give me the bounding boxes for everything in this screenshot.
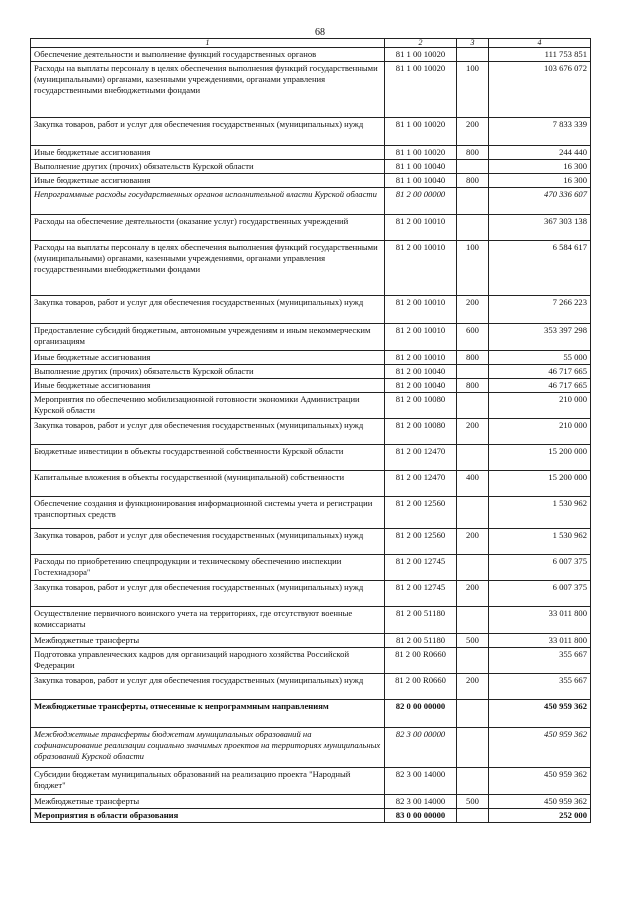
row-type-cell: 200 [457, 529, 489, 555]
budget-table [30, 38, 591, 823]
row-type-cell [457, 160, 489, 174]
table-row [31, 728, 591, 768]
table-row [31, 419, 591, 445]
row-name-cell: Непрограммные расходы государственных органов исполнительной власти Курской области [31, 188, 385, 215]
table-row [31, 445, 591, 471]
row-code-cell: 81 2 00 R0660 [385, 648, 457, 674]
row-type-cell [457, 809, 489, 823]
row-name-cell: Бюджетные инвестиции в объекты государственной собственности Курской области [31, 445, 385, 471]
row-code-cell: 81 2 00 12745 [385, 581, 457, 607]
row-name-cell: Иные бюджетные ассигнования [31, 174, 385, 188]
row-sum-cell: 6 007 375 [489, 581, 591, 607]
row-code-cell: 81 2 00 00000 [385, 188, 457, 215]
row-sum-cell: 6 007 375 [489, 555, 591, 581]
row-code-cell: 81 2 00 12745 [385, 555, 457, 581]
row-sum-cell: 7 833 339 [489, 118, 591, 146]
row-code-cell: 82 3 00 14000 [385, 795, 457, 809]
table-row [31, 215, 591, 241]
row-code-cell: 81 2 00 10010 [385, 351, 457, 365]
row-name-cell: Мероприятия в области образования [31, 809, 385, 823]
row-code-cell: 83 0 00 00000 [385, 809, 457, 823]
row-name-cell: Расходы на выплаты персоналу в целях обеспечения выполнения функций государственными (муниципальными) органами, казенными учреждениями, органами управления государственными внебюджетными фондами [31, 62, 385, 118]
row-sum-cell: 111 753 851 [489, 48, 591, 62]
row-code-cell: 81 1 00 10040 [385, 174, 457, 188]
row-code-cell: 81 2 00 10010 [385, 324, 457, 351]
row-type-cell [457, 768, 489, 795]
row-sum-cell: 367 303 138 [489, 215, 591, 241]
row-code-cell: 81 1 00 10020 [385, 146, 457, 160]
row-name-cell: Осуществление первичного воинского учета на территориях, где отсутствуют военные комиссариаты [31, 607, 385, 634]
table-row [31, 296, 591, 324]
row-name-cell: Иные бюджетные ассигнования [31, 146, 385, 160]
row-type-cell [457, 700, 489, 728]
table-row [31, 324, 591, 351]
row-type-cell [457, 728, 489, 768]
row-sum-cell: 16 300 [489, 160, 591, 174]
table-row [31, 529, 591, 555]
row-code-cell: 81 2 00 12560 [385, 497, 457, 529]
row-type-cell: 200 [457, 296, 489, 324]
row-name-cell: Расходы на выплаты персоналу в целях обеспечения выполнения функций государственными (муниципальными) органами, казенными учреждениями, органами управления государственными внебюджетными фондами [31, 241, 385, 296]
row-code-cell: 81 2 00 12560 [385, 529, 457, 555]
row-sum-cell: 450 959 362 [489, 768, 591, 795]
row-sum-cell: 6 584 617 [489, 241, 591, 296]
column-header-type: 3 [457, 39, 489, 48]
column-header-code: 2 [385, 39, 457, 48]
row-name-cell: Капитальные вложения в объекты государственной (муниципальной) собственности [31, 471, 385, 497]
row-code-cell: 82 3 00 14000 [385, 768, 457, 795]
table-row [31, 809, 591, 823]
row-sum-cell: 46 717 665 [489, 379, 591, 393]
row-name-cell: Обеспечение создания и функционирования информационной системы учета и регистрации транспортных средств [31, 497, 385, 529]
row-type-cell [457, 497, 489, 529]
table-row [31, 62, 591, 118]
row-code-cell: 82 3 00 00000 [385, 728, 457, 768]
row-type-cell: 500 [457, 634, 489, 648]
row-code-cell: 81 2 00 51180 [385, 607, 457, 634]
row-type-cell: 200 [457, 419, 489, 445]
row-sum-cell: 15 200 000 [489, 471, 591, 497]
table-row [31, 393, 591, 419]
row-sum-cell: 46 717 665 [489, 365, 591, 379]
row-name-cell: Межбюджетные трансферты, отнесенные к непрограммным направлениям [31, 700, 385, 728]
row-sum-cell: 16 300 [489, 174, 591, 188]
row-type-cell: 200 [457, 118, 489, 146]
row-type-cell [457, 648, 489, 674]
table-row [31, 648, 591, 674]
row-name-cell: Иные бюджетные ассигнования [31, 379, 385, 393]
row-sum-cell: 33 011 800 [489, 607, 591, 634]
row-code-cell: 81 1 00 10040 [385, 160, 457, 174]
table-row [31, 634, 591, 648]
table-row [31, 379, 591, 393]
page-number: 68 [315, 27, 325, 38]
row-sum-cell: 33 011 800 [489, 634, 591, 648]
table-row [31, 118, 591, 146]
table-row [31, 351, 591, 365]
row-name-cell: Закупка товаров, работ и услуг для обеспечения государственных (муниципальных) нужд [31, 581, 385, 607]
row-sum-cell: 355 667 [489, 674, 591, 700]
row-type-cell: 200 [457, 581, 489, 607]
table-row [31, 607, 591, 634]
row-sum-cell: 7 266 223 [489, 296, 591, 324]
row-type-cell: 800 [457, 379, 489, 393]
row-type-cell [457, 48, 489, 62]
table-row [31, 188, 591, 215]
row-sum-cell: 450 959 362 [489, 795, 591, 809]
column-header-name: 1 [31, 39, 385, 48]
row-type-cell: 600 [457, 324, 489, 351]
row-name-cell: Расходы по приобретению спецпродукции и техническому обеспечению инспекции Гостехнадзора" [31, 555, 385, 581]
row-type-cell [457, 188, 489, 215]
row-type-cell: 100 [457, 62, 489, 118]
row-type-cell [457, 393, 489, 419]
row-sum-cell: 355 667 [489, 648, 591, 674]
row-code-cell: 81 2 00 12470 [385, 445, 457, 471]
row-name-cell: Иные бюджетные ассигнования [31, 351, 385, 365]
row-sum-cell: 210 000 [489, 393, 591, 419]
row-type-cell: 500 [457, 795, 489, 809]
row-name-cell: Межбюджетные трансферты [31, 634, 385, 648]
row-code-cell: 82 0 00 00000 [385, 700, 457, 728]
row-name-cell: Закупка товаров, работ и услуг для обеспечения государственных (муниципальных) нужд [31, 419, 385, 445]
row-code-cell: 81 2 00 R0660 [385, 674, 457, 700]
table-row [31, 160, 591, 174]
row-code-cell: 81 2 00 10010 [385, 215, 457, 241]
table-row [31, 241, 591, 296]
row-code-cell: 81 2 00 10010 [385, 296, 457, 324]
row-name-cell: Выполнение других (прочих) обязательств Курской области [31, 160, 385, 174]
table-row [31, 471, 591, 497]
table-row [31, 48, 591, 62]
row-code-cell: 81 1 00 10020 [385, 62, 457, 118]
row-sum-cell: 15 200 000 [489, 445, 591, 471]
row-name-cell: Закупка товаров, работ и услуг для обеспечения государственных (муниципальных) нужд [31, 296, 385, 324]
row-sum-cell: 1 530 962 [489, 529, 591, 555]
row-type-cell [457, 607, 489, 634]
row-type-cell: 100 [457, 241, 489, 296]
row-sum-cell: 55 000 [489, 351, 591, 365]
row-name-cell: Мероприятия по обеспечению мобилизационной готовности экономики Администрации Курской области [31, 393, 385, 419]
row-sum-cell: 450 959 362 [489, 728, 591, 768]
row-code-cell: 81 2 00 10040 [385, 379, 457, 393]
table-row [31, 581, 591, 607]
row-code-cell: 81 2 00 10040 [385, 365, 457, 379]
row-code-cell: 81 2 00 51180 [385, 634, 457, 648]
row-name-cell: Закупка товаров, работ и услуг для обеспечения государственных (муниципальных) нужд [31, 529, 385, 555]
row-type-cell: 800 [457, 174, 489, 188]
table-header-row [31, 39, 591, 48]
row-code-cell: 81 2 00 10080 [385, 393, 457, 419]
table-row [31, 497, 591, 529]
column-header-sum: 4 [489, 39, 591, 48]
row-type-cell: 200 [457, 674, 489, 700]
table-row [31, 146, 591, 160]
table-row [31, 700, 591, 728]
row-name-cell: Предоставление субсидий бюджетным, автономным учреждениям и иным некоммерческим организациям [31, 324, 385, 351]
table-row [31, 768, 591, 795]
table-row [31, 365, 591, 379]
row-code-cell: 81 1 00 10020 [385, 118, 457, 146]
row-sum-cell: 210 000 [489, 419, 591, 445]
row-sum-cell: 1 530 962 [489, 497, 591, 529]
row-sum-cell: 353 397 298 [489, 324, 591, 351]
row-name-cell: Подготовка управленческих кадров для организаций народного хозяйства Российской Федерации [31, 648, 385, 674]
table-row [31, 674, 591, 700]
row-sum-cell: 103 676 072 [489, 62, 591, 118]
row-type-cell [457, 365, 489, 379]
row-code-cell: 81 1 00 10020 [385, 48, 457, 62]
row-name-cell: Межбюджетные трансферты бюджетам муниципальных образований на софинансирование реализации социально значимых проектов на территориях муниципальных образований Курской области [31, 728, 385, 768]
table-row [31, 555, 591, 581]
row-type-cell: 400 [457, 471, 489, 497]
row-code-cell: 81 2 00 12470 [385, 471, 457, 497]
row-type-cell [457, 445, 489, 471]
row-code-cell: 81 2 00 10010 [385, 241, 457, 296]
table-row [31, 174, 591, 188]
row-name-cell: Субсидии бюджетам муниципальных образований на реализацию проекта "Народный бюджет" [31, 768, 385, 795]
table-row [31, 795, 591, 809]
row-name-cell: Закупка товаров, работ и услуг для обеспечения государственных (муниципальных) нужд [31, 118, 385, 146]
row-name-cell: Расходы на обеспечение деятельности (оказание услуг) государственных учреждений [31, 215, 385, 241]
row-code-cell: 81 2 00 10080 [385, 419, 457, 445]
row-name-cell: Выполнение других (прочих) обязательств Курской области [31, 365, 385, 379]
row-sum-cell: 244 440 [489, 146, 591, 160]
row-type-cell: 800 [457, 351, 489, 365]
row-name-cell: Закупка товаров, работ и услуг для обеспечения государственных (муниципальных) нужд [31, 674, 385, 700]
row-sum-cell: 252 000 [489, 809, 591, 823]
row-sum-cell: 450 959 362 [489, 700, 591, 728]
row-sum-cell: 470 336 607 [489, 188, 591, 215]
row-name-cell: Обеспечение деятельности и выполнение функций государственных органов [31, 48, 385, 62]
row-type-cell [457, 555, 489, 581]
row-type-cell [457, 215, 489, 241]
row-type-cell: 800 [457, 146, 489, 160]
row-name-cell: Межбюджетные трансферты [31, 795, 385, 809]
